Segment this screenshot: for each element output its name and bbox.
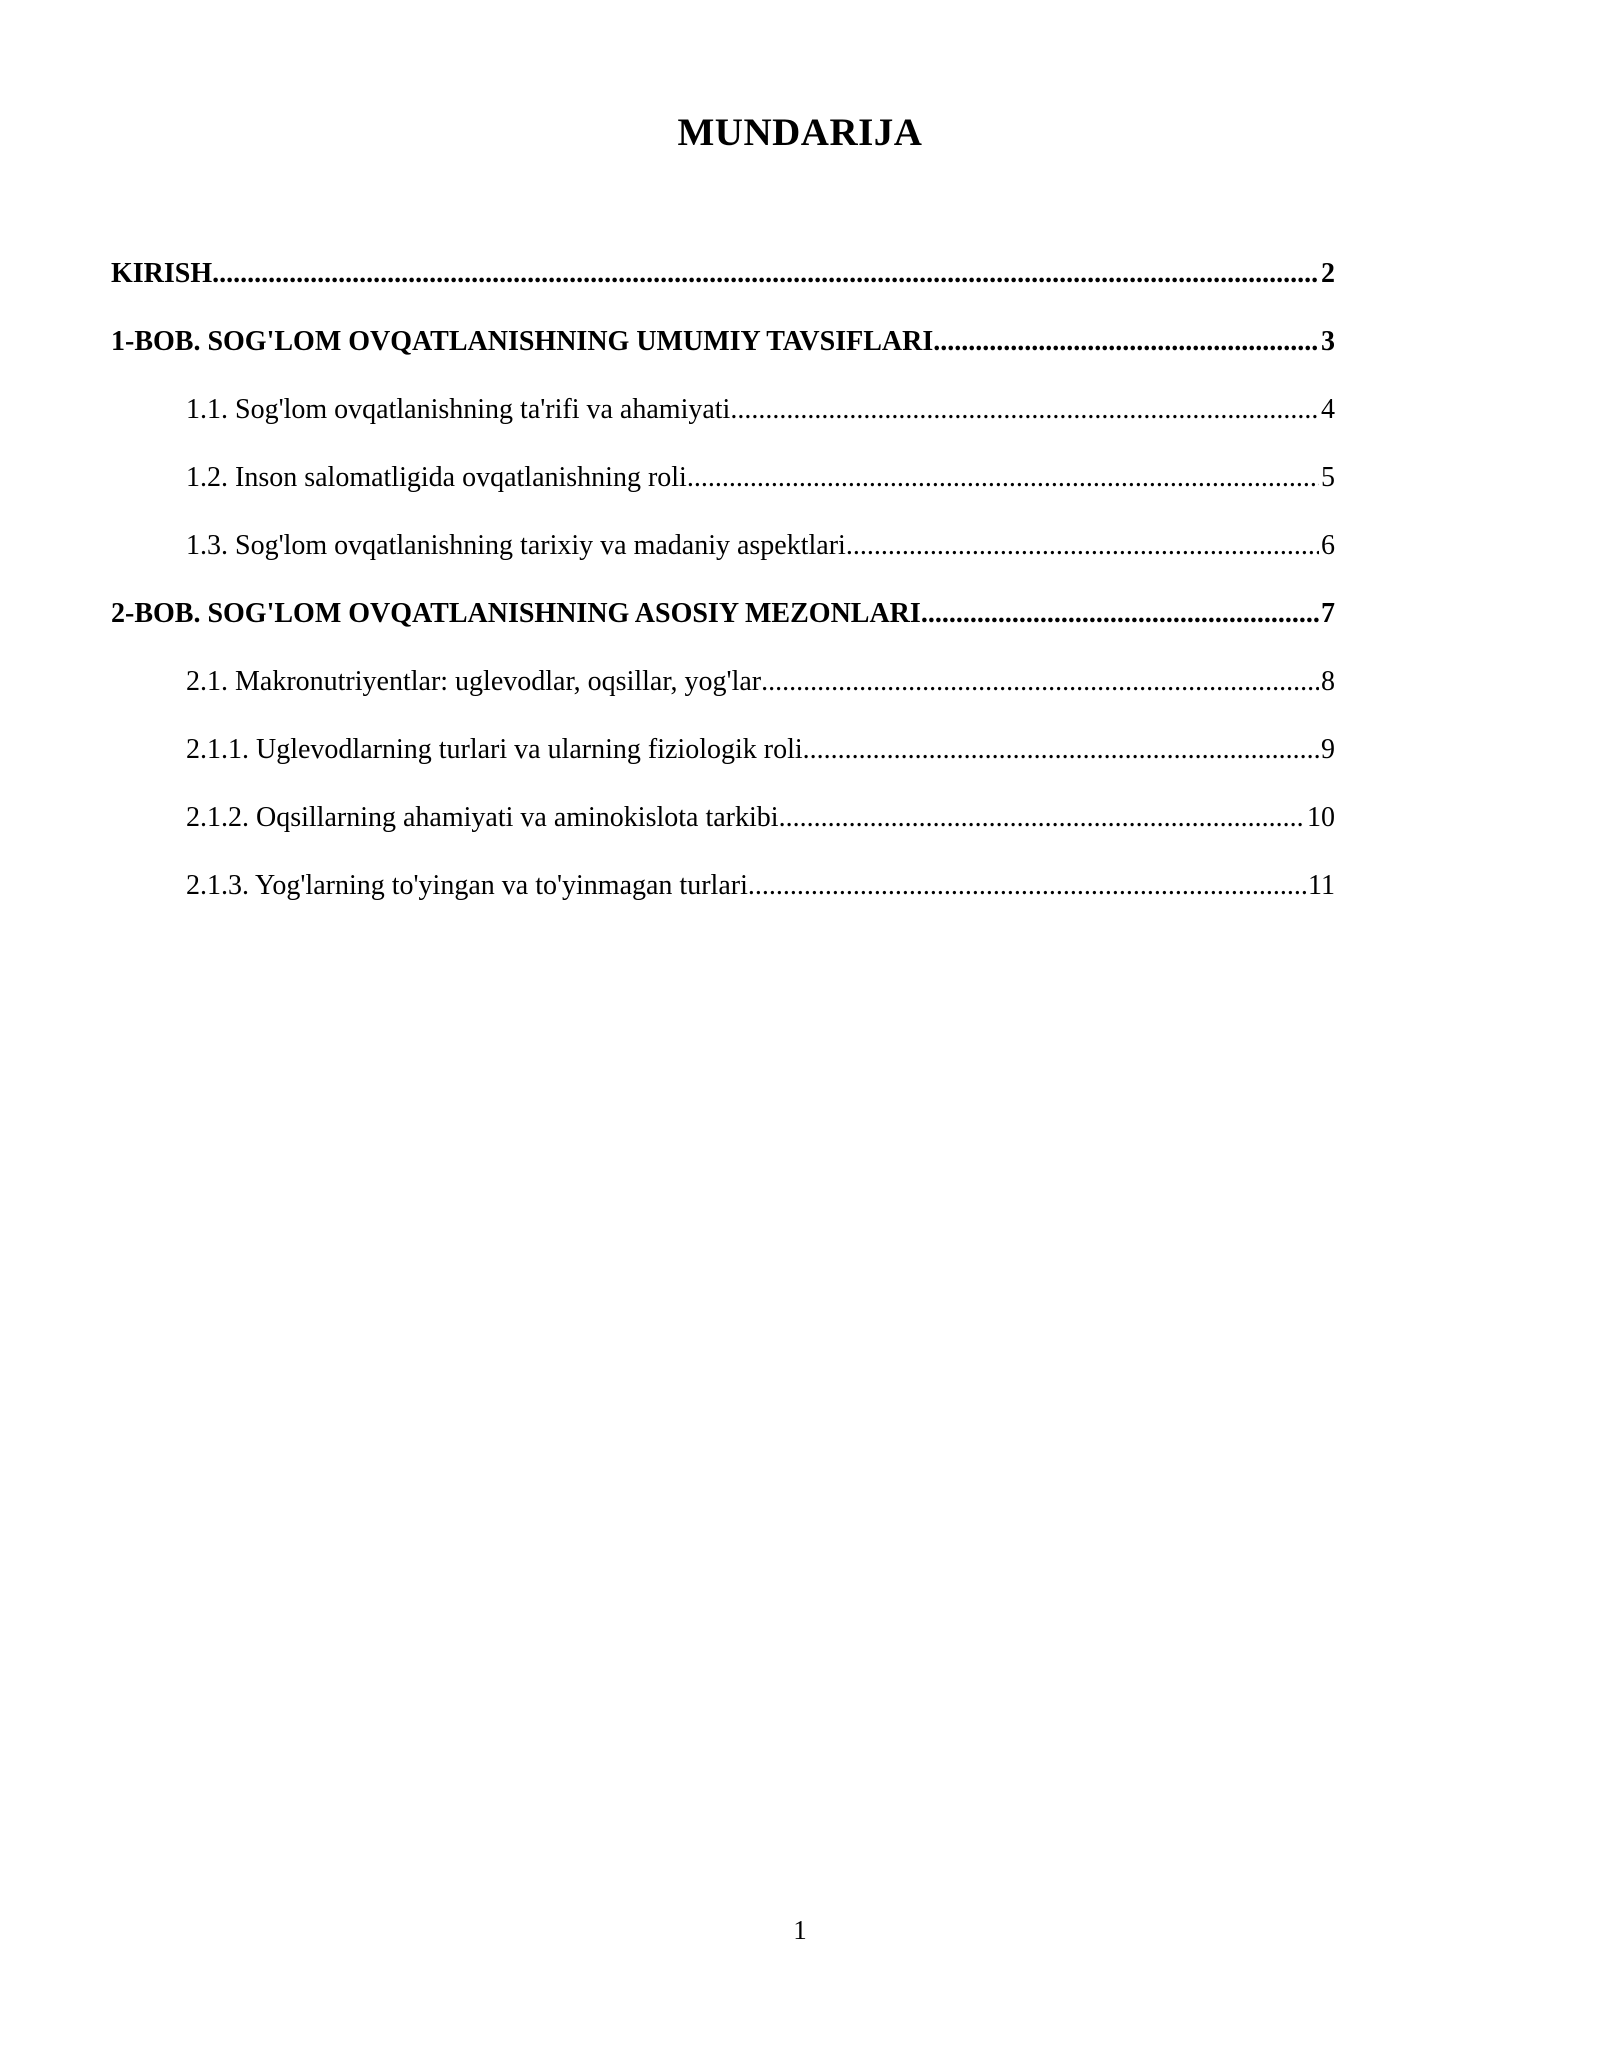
- toc-leader-dots: [846, 522, 1319, 570]
- toc-entry-page: 2: [1321, 258, 1335, 289]
- toc-entry-page: 9: [1321, 734, 1335, 765]
- toc-leader-dots: [779, 794, 1305, 842]
- toc-leader-dots: [212, 250, 1319, 298]
- toc-entry-text: 2.1.3. Yog'larning to'yingan va to'yinmagan turlari: [186, 870, 748, 901]
- toc-entry[interactable]: [111, 318, 1335, 386]
- toc-entry[interactable]: [111, 454, 1335, 522]
- toc-entry-page: 4: [1321, 394, 1335, 425]
- toc-entry[interactable]: [111, 386, 1335, 454]
- toc-leader-dots: [803, 726, 1319, 774]
- toc-leader-dots: [748, 862, 1306, 910]
- toc-entry[interactable]: [111, 590, 1335, 658]
- toc-entry[interactable]: [111, 726, 1335, 794]
- toc-entry-text: 1.1. Sog'lom ovqatlanishning ta'rifi va ahamiyati: [186, 394, 731, 425]
- toc-entry-text: 2.1.2. Oqsillarning ahamiyati va aminokislota tarkibi: [186, 802, 779, 833]
- toc-entry-page: 6: [1321, 530, 1335, 561]
- toc-entry-page: 3: [1321, 326, 1335, 357]
- toc-entry-text: 1.3. Sog'lom ovqatlanishning tarixiy va madaniy aspektlari: [186, 530, 846, 561]
- toc-entry[interactable]: [111, 250, 1335, 318]
- toc-leader-dots: [730, 386, 1319, 434]
- table-of-contents: [111, 250, 1335, 930]
- toc-entry-page: 10: [1307, 802, 1335, 833]
- page-title: MUNDARIJA: [677, 111, 923, 154]
- toc-entry-text: 2.1. Makronutriyentlar: uglevodlar, oqsillar, yog'lar: [186, 666, 762, 697]
- toc-leader-dots: [761, 658, 1319, 706]
- toc-entry-text: KIRISH: [111, 258, 213, 289]
- toc-entry-page: 5: [1321, 462, 1335, 493]
- toc-entry-text: 2.1.1. Uglevodlarning turlari va ularning fiziologik roli: [186, 734, 803, 765]
- toc-entry-text: 2-BOB. SOG'LOM OVQATLANISHNING ASOSIY MEZONLARI: [111, 598, 921, 629]
- toc-entry-page: 8: [1321, 666, 1335, 697]
- toc-entry[interactable]: [111, 658, 1335, 726]
- toc-entry[interactable]: [111, 794, 1335, 862]
- toc-entry-page: 7: [1321, 598, 1335, 629]
- toc-entry-page: 11: [1308, 870, 1335, 901]
- page-number: 1: [793, 1915, 807, 1945]
- toc-leader-dots: [687, 454, 1319, 502]
- toc-leader-dots: [933, 318, 1319, 366]
- toc-entry[interactable]: [111, 862, 1335, 930]
- toc-entry-text: 1.2. Inson salomatligida ovqatlanishning roli: [186, 462, 687, 493]
- toc-entry-text: 1-BOB. SOG'LOM OVQATLANISHNING UMUMIY TAVSIFLARI: [111, 326, 934, 357]
- toc-leader-dots: [921, 590, 1319, 638]
- toc-entry[interactable]: [111, 522, 1335, 590]
